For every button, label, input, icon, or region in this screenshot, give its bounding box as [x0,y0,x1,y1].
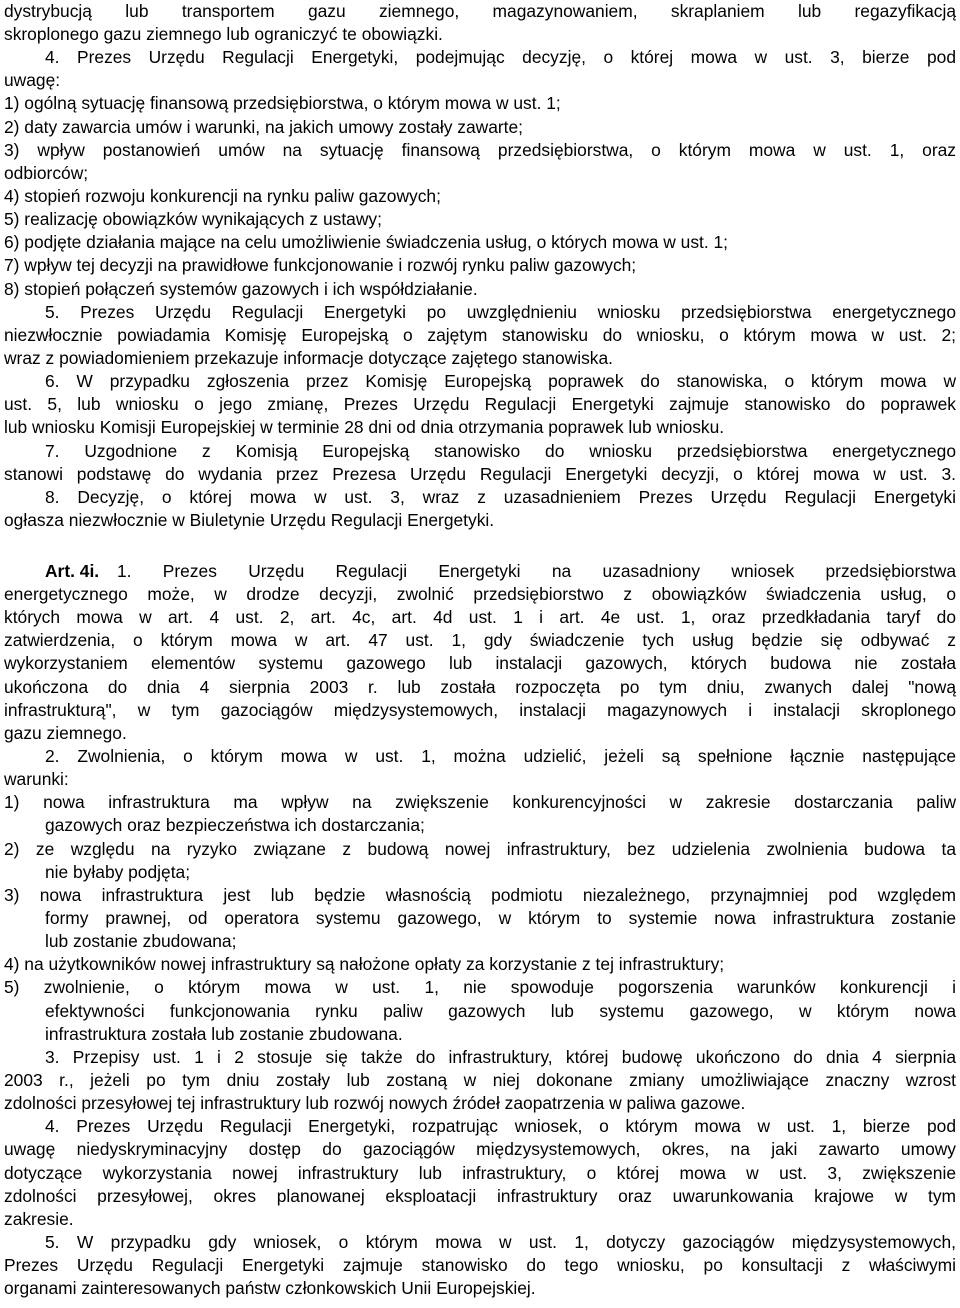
list-item: 2) daty zawarcia umów i warunki, na jakich umowy zostały zawarte; [4,117,524,137]
paragraph-start: 7. Uzgodnione z Komisją Europejską stanowisko do wniosku przedsiębiorstwa energetycznego [45,441,956,461]
paragraph-start: 5. Prezes Urzędu Regulacji Energetyki po uwzględnieniu wniosku przedsiębiorstwa energetycznego [45,302,956,322]
list-item: 1) nowa infrastruktura ma wpływ na zwiększenie konkurencyjności w zakresie dostarczania paliw [4,792,956,812]
text-line: skroplonego gazu ziemnego lub ograniczyć te obowiązki. [4,24,443,44]
list-item: 5) zwolnienie, o którym mowa w ust. 1, nie spowoduje pogorszenia warunków konkurencji i [4,977,956,997]
paragraph-start: 4. Prezes Urzędu Regulacji Energetyki, podejmując decyzję, o której mowa w ust. 3, bierze pod [45,47,956,67]
text-line: zdolności przesyłowej, okres planowanej eksploatacji infrastruktury oraz uwarunkowania krajowe w tym [4,1186,956,1206]
article-heading [45,560,111,583]
text-line: uwagę: [4,70,61,90]
text-line: uwagę niedyskryminacyjny dostęp do gazociągów międzysystemowych, okres, na jaki zawarto umowy [4,1139,956,1159]
paragraph-start: 3. Przepisy ust. 1 i 2 stosuje się także do infrastruktury, której budowę ukończono do dnia 4 sierpnia [45,1047,956,1067]
list-item: 6) podjęte działania mające na celu umożliwienie świadczenia usług, o których mowa w ust. 1; [4,232,729,252]
text-line: stanowi podstawę do wydania przez Prezesa Urzędu Regulacji Energetyki decyzji, o której mowa w ust. 3. [4,464,956,484]
list-item: 1) ogólną sytuację finansową przedsiębiorstwa, o którym mowa w ust. 1; [4,93,561,113]
list-item: 3) nowa infrastruktura jest lub będzie własnością podmiotu niezależnego, przynajmniej pod względem [4,885,956,905]
text-line: ogłasza niezwłocznie w Biuletynie Urzędu Regulacji Energetyki. [4,510,495,530]
list-item-continuation: formy prawnej, od operatora systemu gazowego, w którym to systemie nowa infrastruktura zostanie [45,908,956,928]
text-line: gazu ziemnego. [4,723,127,743]
text-line: 2003 r., jeżeli po tym dniu zostały lub zostaną w niej dokonane zmiany umożliwiające znaczny wzrost [4,1070,956,1090]
paragraph-start: 1. Prezes Urzędu Regulacji Energetyki na uzasadniony wniosek przedsiębiorstwa [117,561,956,581]
list-item-continuation: infrastruktura została lub zostanie zbudowana. [45,1024,403,1044]
text-line: energetycznego może, w drodze decyzji, zwolnić przedsiębiorstwo z obowiązków świadczenia usług, o [4,584,956,604]
paragraph-start: 2. Zwolnienia, o którym mowa w ust. 1, można udzielić, jeżeli są spełnione łącznie następujące [45,746,956,766]
list-item-continuation: nie byłaby podjęta; [45,862,191,882]
text-line: infrastrukturą", w tym gazociągów międzysystemowych, instalacji magazynowych i instalacji skroplonego [4,700,956,720]
text-line: zdolności przesyłowej tej infrastruktury lub rozwój nowych źródeł zaopatrzenia w paliwa gazowe. [4,1093,746,1113]
text-line: warunki: [4,769,69,789]
text-line: ust. 5, lub wniosku o jego zmianę, Prezes Urzędu Regulacji Energetyki zajmuje stanowisko do poprawek [4,394,956,414]
paragraph-start: 8. Decyzję, o której mowa w ust. 3, wraz z uzasadnieniem Prezes Urzędu Regulacji Energetyki [45,487,956,507]
text-line: zakresie. [4,1209,74,1229]
text-line: Prezes Urzędu Regulacji Energetyki zajmuje stanowisko do tego wniosku, po konsultacji z właściwymi [4,1255,956,1275]
list-item: 2) ze względu na ryzyko związane z budową nowej infrastruktury, bez udzielenia zwolnienia budowa ta [4,839,956,859]
paragraph-start: 6. W przypadku zgłoszenia przez Komisję Europejską poprawek do stanowiska, o którym mowa w [45,371,956,391]
list-item-continuation: gazowych oraz bezpieczeństwa ich dostarczania; [45,815,425,835]
text-line: organami zainteresowanych państw członkowskich Unii Europejskiej. [4,1278,536,1298]
list-item: 3) wpływ postanowień umów na sytuację finansową przedsiębiorstwa, o którym mowa w ust. 1, oraz [4,140,956,160]
list-item: 4) na użytkowników nowej infrastruktury są nałożone opłaty za korzystanie z tej infrastruktury; [4,954,725,974]
list-item-continuation: lub zostanie zbudowana; [45,931,237,951]
text-line: dotyczące wykorzystania nowej infrastruktury lub infrastruktury, o której mowa w ust. 3, zwiększenie [4,1163,956,1183]
paragraph-start: 5. W przypadku gdy wniosek, o którym mowa w ust. 1, dotyczy gazociągów międzysystemowych, [45,1232,956,1252]
text-line: zatwierdzenia, o którym mowa w art. 47 ust. 1, gdy świadczenie tych usług będzie się odbywać z [4,630,956,650]
list-item-continuation: efektywności funkcjonowania rynku paliw gazowych lub systemu gazowego, w którym nowa [45,1001,956,1021]
text-line: których mowa w art. 4 ust. 2, art. 4c, art. 4d ust. 1 i art. 4e ust. 1, oraz przedkładania taryf do [4,607,956,627]
list-item: 7) wpływ tej decyzji na prawidłowe funkcjonowanie i rozwój rynku paliw gazowych; [4,255,637,275]
text-line: ukończona do dnia 4 sierpnia 2003 r. lub została rozpoczęta po tym dniu, zwanych dalej "nową [4,677,956,697]
list-item: 8) stopień połączeń systemów gazowych i ich współdziałanie. [4,279,478,299]
list-item: 4) stopień rozwoju konkurencji na rynku paliw gazowych; [4,186,441,206]
text-line: lub wniosku Komisji Europejskiej w terminie 28 dni od dnia otrzymania poprawek lub wniosku. [4,417,725,437]
text-line: wykorzystaniem elementów systemu gazowego lub instalacji gazowych, których budowa nie została [4,653,956,673]
text-line: dystrybucją lub transportem gazu ziemnego, magazynowaniem, skraplaniem lub regazyfikacją [4,1,956,21]
paragraph-start: 4. Prezes Urzędu Regulacji Energetyki, rozpatrując wniosek, o którym mowa w ust. 1, bierze pod [45,1116,956,1136]
list-item: 5) realizację obowiązków wynikających z ustawy; [4,209,382,229]
text-line: niezwłocznie powiadamia Komisję Europejską o zajętym stanowisku do wniosku, o którym mowa w ust. 2; [4,325,956,345]
text-line: wraz z powiadomieniem przekazuje informacje dotyczące zajętego stanowiska. [4,348,613,368]
article-number: Art. 4i. [45,561,100,581]
text-line: odbiorców; [4,163,89,183]
